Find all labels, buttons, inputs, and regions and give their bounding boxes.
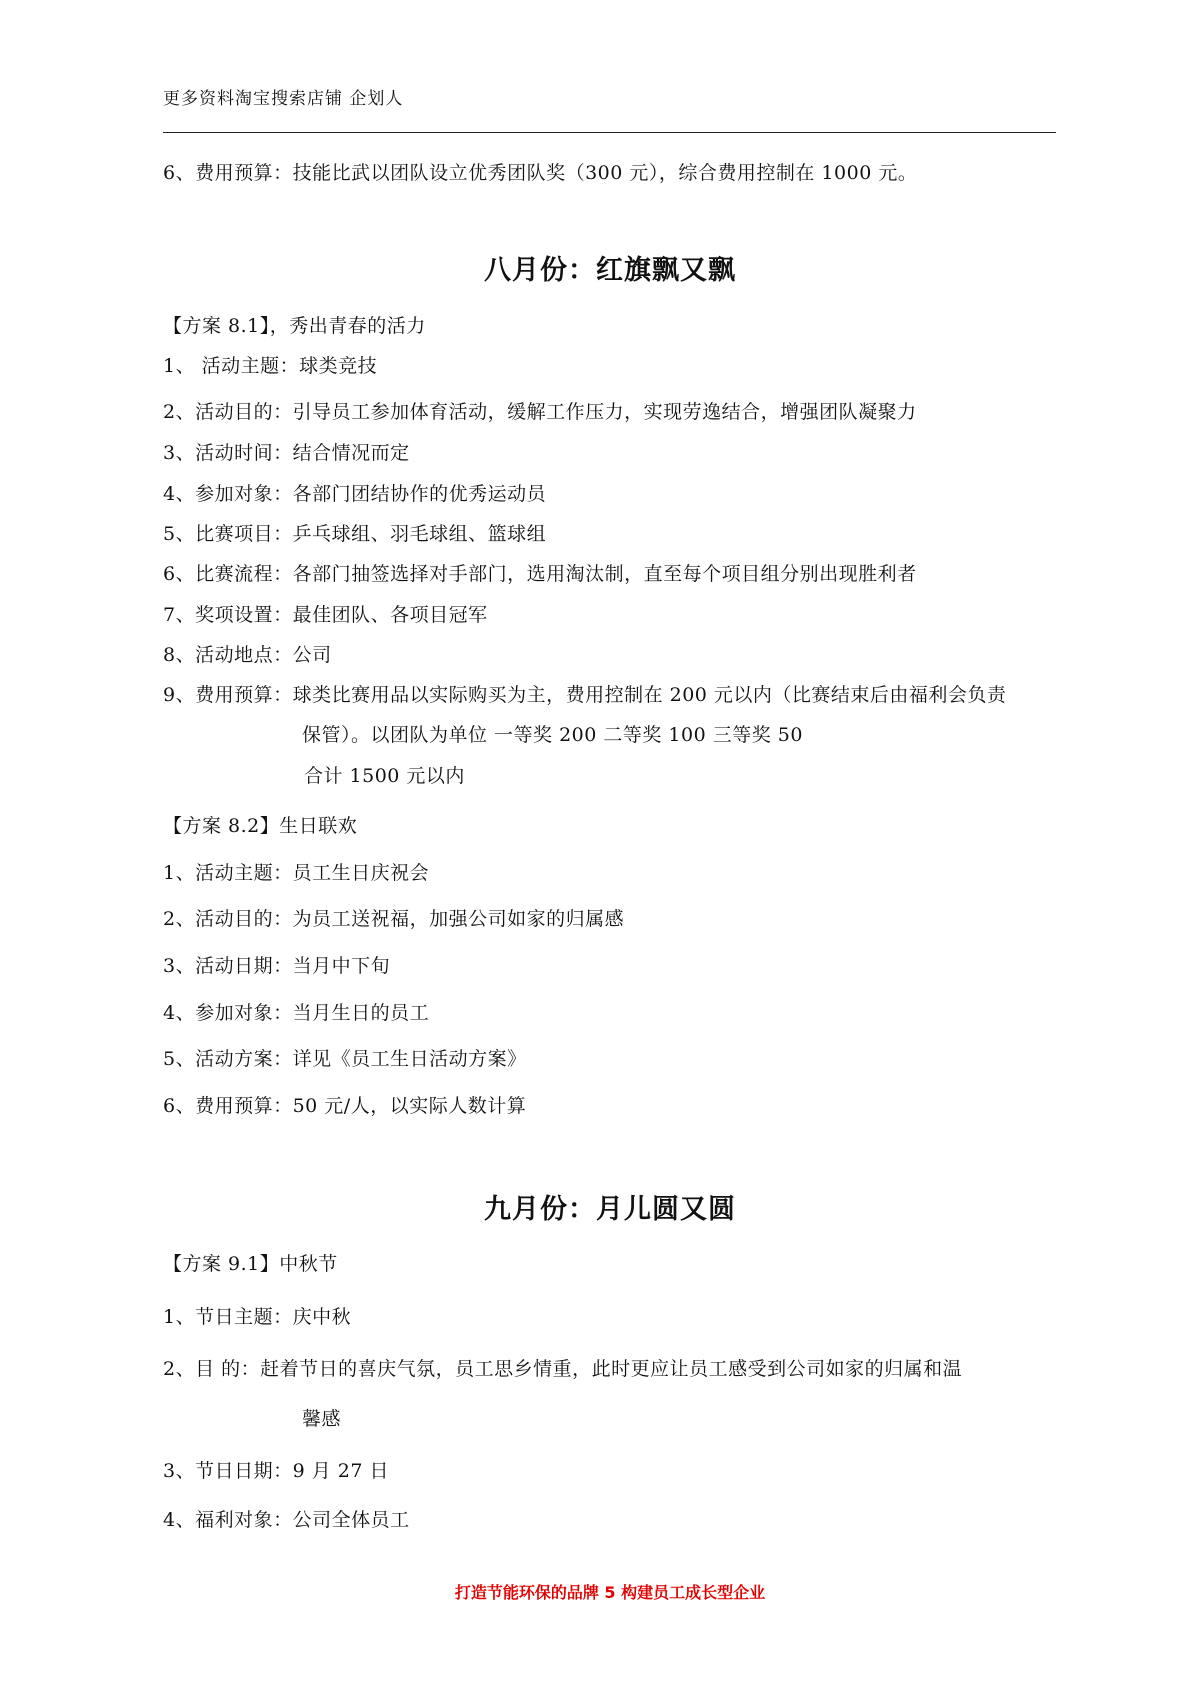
plan-8-2-item: 1、活动主题：员工生日庆祝会: [163, 862, 430, 884]
plan-8-1-item: 5、比赛项目：乒乓球组、羽毛球组、篮球组: [163, 523, 547, 545]
plan-9-1-title: 【方案 9.1】中秋节: [163, 1253, 338, 1275]
plan-8-1-item: 1、 活动主题：球类竞技: [163, 355, 378, 377]
plan-8-2-item: 3、活动日期：当月中下旬: [163, 955, 391, 977]
plan-8-1-item: 2、活动目的：引导员工参加体育活动，缓解工作压力，实现劳逸结合，增强团队凝聚力: [163, 401, 917, 423]
page-footer: 打造节能环保的品牌 5 构建员工成长型企业: [454, 1583, 766, 1602]
plan-8-1-item: 4、参加对象：各部门团结协作的优秀运动员: [163, 483, 547, 505]
plan-8-2-title: 【方案 8.2】生日联欢: [163, 815, 358, 837]
plan-9-1-item: 1、节日主题：庆中秋: [163, 1306, 352, 1328]
plan-8-1-item: 6、比赛流程：各部门抽签选择对手部门，选用淘汰制，直至每个项目组分别出现胜利者: [163, 563, 917, 585]
intro-budget: 6、费用预算：技能比武以团队设立优秀团队奖（300 元），综合费用控制在 1000 元。: [163, 162, 918, 184]
plan-8-1-budget-continued: 保管）。以团队为单位 一等奖 200 二等奖 100 三等奖 50: [302, 724, 803, 746]
september-heading: 九月份：月儿圆又圆: [484, 1194, 736, 1225]
plan-8-1-item: 3、活动时间：结合情况而定: [163, 442, 410, 464]
plan-9-1-item: 3、节日日期：9 月 27 日: [163, 1460, 389, 1482]
plan-8-2-item: 2、活动目的：为员工送祝福，加强公司如家的归属感: [163, 908, 625, 930]
plan-8-2-item: 4、参加对象：当月生日的员工: [163, 1002, 430, 1024]
plan-8-2-item: 6、费用预算：50 元/人，以实际人数计算: [163, 1095, 527, 1117]
plan-8-1-title: 【方案 8.1】，秀出青春的活力: [163, 315, 426, 337]
plan-9-1-item: 2、目 的：赶着节日的喜庆气氛，员工思乡情重，此时更应让员工感受到公司如家的归属和温: [163, 1358, 963, 1380]
plan-9-1-item2-continued: 馨感: [302, 1408, 342, 1430]
plan-8-1-item: 9、费用预算：球类比赛用品以实际购买为主，费用控制在 200 元以内（比赛结束后由福利会负责: [163, 684, 1007, 706]
plan-9-1-item: 4、福利对象：公司全体员工: [163, 1509, 410, 1531]
header-divider: [163, 132, 1056, 133]
plan-8-1-budget-total: 合计 1500 元以内: [304, 765, 465, 787]
page-header: 更多资料淘宝搜索店铺 企划人: [163, 89, 404, 109]
plan-8-2-item: 5、活动方案：详见《员工生日活动方案》: [163, 1048, 527, 1070]
plan-8-1-item: 7、奖项设置：最佳团队、各项目冠军: [163, 604, 488, 626]
plan-8-1-item: 8、活动地点：公司: [163, 644, 332, 666]
august-heading: 八月份：红旗飘又飘: [484, 255, 736, 286]
